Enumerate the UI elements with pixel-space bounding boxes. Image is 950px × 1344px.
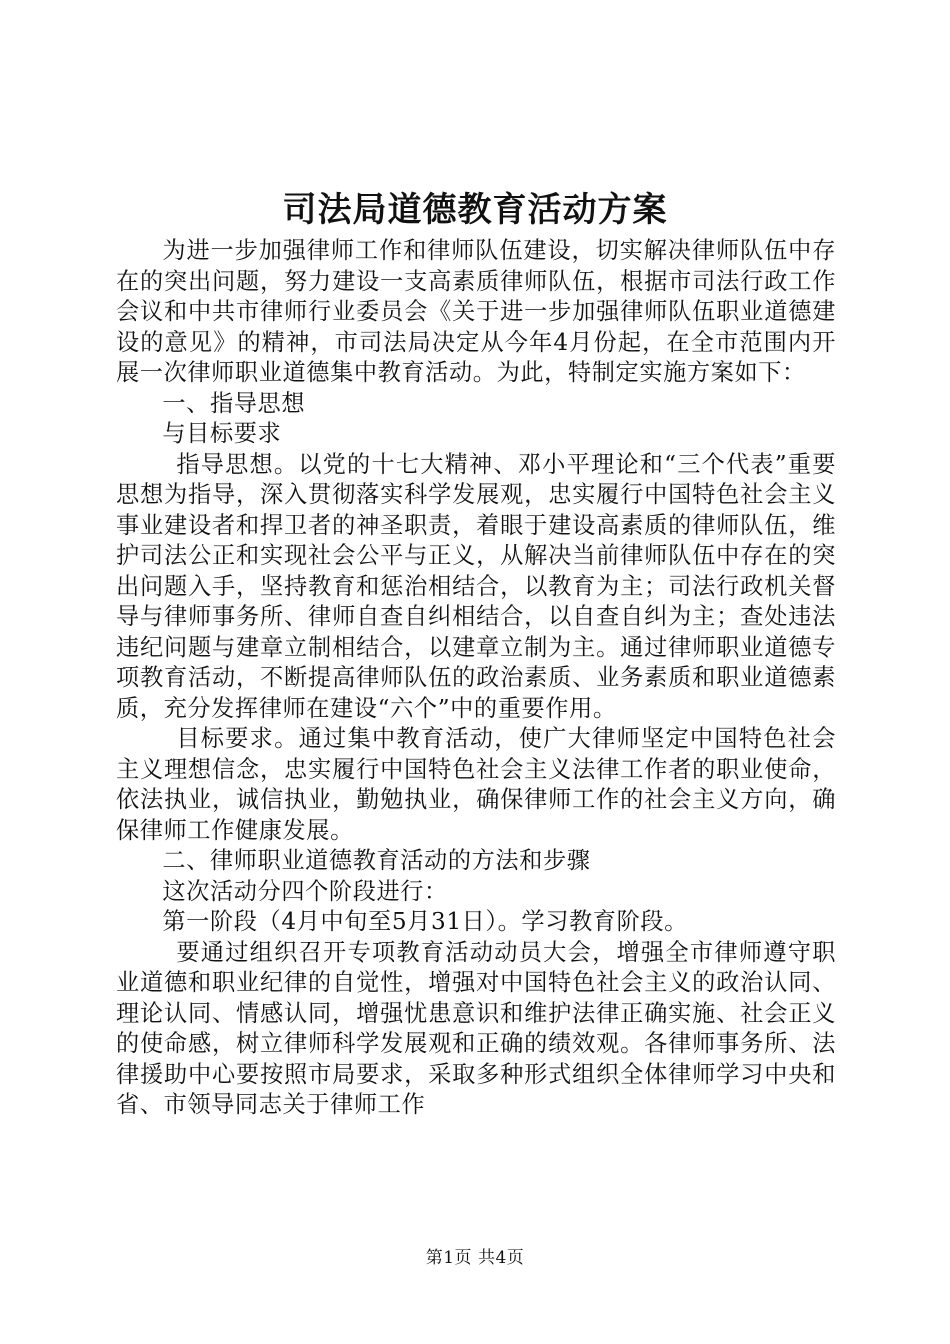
paragraph-stage-1-detail: 要通过组织召开专项教育活动动员大会，增强全市律师遵守职业道德和职业纪律的自觉性，增强对中国特色社会主义的政治认同、理论认同、情感认同，增强忧患意识和维护法律正确实施、社会正义的使命感，树立律师科学发展观和正确的绩效观。各律师事务所、法律援助中心要按照市局要求，采取多种形式组织全体律师学习中央和省、市领导同志关于律师工作 xyxy=(116,938,836,1118)
document-body xyxy=(116,236,836,1121)
paragraph-goals: 目标要求。通过集中教育活动，使广大律师坚定中国特色社会主义理想信念，忠实履行中国特色社会主义法律工作者的职业使命，依法执业，诚信执业，勤勉执业，确保律师工作的社会主义方向，确保律师工作健康发展。 xyxy=(116,725,836,844)
document-title: 司法局道德教育活动方案 xyxy=(282,190,668,230)
paragraph-stage-1: 第一阶段（4月中旬至5月31日）。学习教育阶段。 xyxy=(162,908,688,935)
paragraph-stages-intro: 这次活动分四个阶段进行： xyxy=(162,877,448,905)
section-heading-1-cont: 与目标要求 xyxy=(162,420,282,447)
paragraph-intro: 为进一步加强律师工作和律师队伍建设，切实解决律师队伍中存在的突出问题，努力建设一支高素质律师队伍，根据市司法行政工作会议和中共市律师行业委员会《关于进一步加强律师队伍职业道德建设的意见》的精神，市司法局决定从今年4月份起，在全市范围内开展一次律师职业道德集中教育活动。为此，特制定实施方案如下： xyxy=(116,237,836,386)
paragraph-guiding-ideology: 指导思想。以党的十七大精神、邓小平理论和“三个代表”重要思想为指导，深入贯彻落实科学发展观，忠实履行中国特色社会主义事业建设者和捍卫者的神圣职责，着眼于建设高素质的律师队伍，维护司法公正和实现社会公平与正义，从解决当前律师队伍中存在的突出问题入手，坚持教育和惩治相结合，以教育为主；司法行政机关督导与律师事务所、律师自查自纠相结合，以自查自纠为主；查处违法违纪问题与建章立制相结合，以建章立制为主。通过律师职业道德专项教育活动，不断提高律师队伍的政治素质、业务素质和职业道德素质，充分发挥律师在建设“六个”中的重要作用。 xyxy=(116,450,836,722)
section-heading-1: 一、指导思想 xyxy=(162,389,306,417)
page-footer: 第1页 共4页 xyxy=(425,1248,525,1268)
section-heading-2: 二、律师职业道德教育活动的方法和步骤 xyxy=(162,847,591,874)
